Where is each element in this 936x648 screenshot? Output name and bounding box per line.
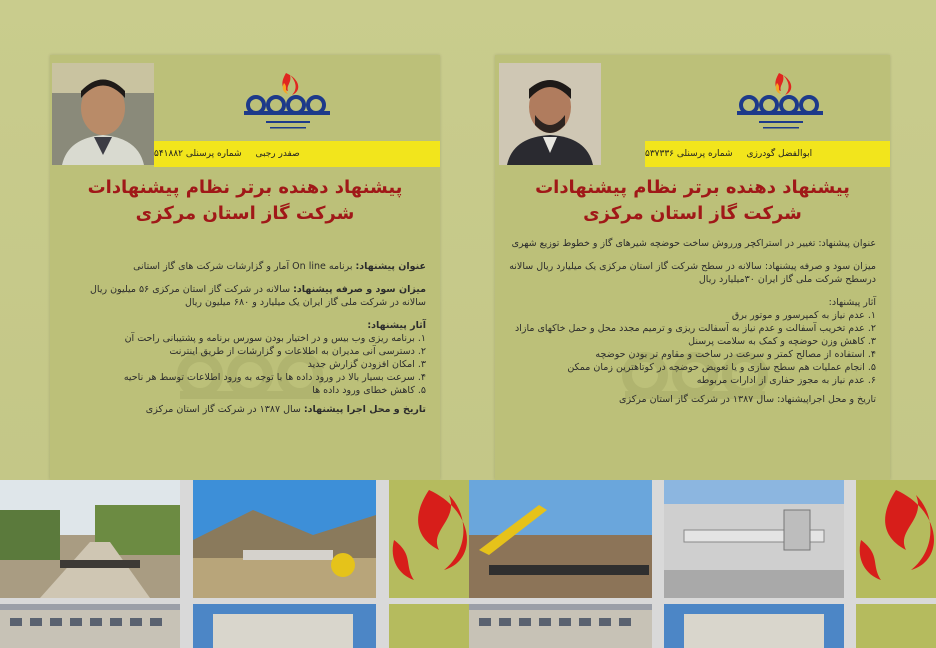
employee-name: صفدر رجبی	[255, 149, 300, 159]
effects-label: آثار پیشنهاد:	[367, 320, 426, 331]
effect-item: ۴. استفاده از مصالح کمتر و سرعت در ساخت و مقاوم تر بودن حوضچه	[595, 349, 876, 360]
logo-tile	[389, 480, 469, 598]
date-text: تاریخ و محل اجراپیشنهاد: سال ۱۳۸۷ در شرکت گاز استان مرکزی	[619, 394, 876, 405]
pipeline-road-photo	[0, 480, 180, 598]
effect-item: ۵. انجام عملیات هم سطح سازی و یا تعویض حوضچه در کوتاهترین زمان ممکن	[567, 362, 876, 373]
personnel-number: شماره پرسنلی ۵۳۷۳۳۶	[645, 149, 733, 159]
building-photo	[193, 604, 376, 648]
logo-tile	[389, 604, 469, 648]
date-text: سال ۱۳۸۷ در شرکت گاز استان مرکزی	[145, 404, 304, 415]
gas-station-photo	[193, 480, 376, 598]
proposal-body	[509, 237, 876, 416]
savings-text: سالانه در شرکت گاز استان مرکزی ۵۶ میلیون ریال سالانه در شرکت ملی گاز ایران یک میلیارد و ۶۸۰ میلیون ریال	[90, 284, 426, 308]
effect-item: ۳. کاهش وزن حوضچه و کمک به سلامت پرسنل	[688, 336, 876, 347]
personnel-number: شماره پرسنلی ۵۴۱۸۸۲	[154, 149, 242, 159]
office-building-photo	[0, 604, 180, 648]
logo-tile	[856, 604, 936, 648]
nigc-logo	[729, 69, 839, 137]
subject-row	[64, 260, 426, 273]
valve-station-photo	[664, 480, 844, 598]
subject-label: عنوان پیشنهاد:	[355, 261, 426, 272]
pipeline-crane-photo	[469, 480, 652, 598]
effect-item: ۲. عدم تخریب آسفالت و عدم نیاز به آسفالت ریزی و ترمیم مجدد محل و حمل خاکهای مازاد	[515, 323, 876, 334]
card-subtitle: شرکت گاز استان مرکزی	[135, 203, 355, 224]
office-building-photo	[469, 604, 652, 648]
card-title: پیشنهاد دهنده برتر نظام پیشنهادات	[87, 177, 403, 198]
effect-item: ۶. عدم نیاز به مجوز حفاری از ادارات مربوطه	[696, 375, 876, 386]
right-card	[495, 55, 890, 480]
nigc-logo	[236, 69, 346, 137]
employee-photo	[499, 63, 601, 165]
proposal-body	[64, 260, 426, 426]
employee-name: ابوالفضل گودرزی	[746, 149, 813, 159]
employee-info-strip	[645, 141, 890, 167]
effects-list	[509, 296, 876, 387]
building-photo	[664, 604, 844, 648]
date-row	[64, 403, 426, 416]
employee-info-strip	[154, 141, 440, 167]
savings-text: میزان سود و صرفه پیشنهاد: سالانه در سطح شرکت گاز استان مرکزی یک میلیارد ریال سالانه درسطح شرکت ملی گاز ایران ۳۰میلیارد ریال	[509, 261, 876, 285]
effect-item: ۴. سرعت بسیار بالا در ورود داده ها با توجه به ورود اطلاعات توسط هر ناحیه	[123, 372, 426, 383]
effect-item: ۱. عدم نیاز به کمپرسور و موتور برق	[731, 310, 876, 321]
effects-list	[64, 319, 426, 397]
effect-item: ۱. برنامه ریزی وب بیس و در اختیار بودن سورس برنامه و پشتیبانی راحت آن	[124, 333, 426, 344]
effect-item: ۳. امکان افزودن گزارش جدید	[307, 359, 426, 370]
subject-text: برنامه On line آمار و گزارشات شرکت های گاز استانی	[133, 261, 356, 272]
effect-item: ۵. کاهش خطای ورود داده ها	[312, 385, 426, 396]
left-card	[50, 55, 440, 480]
effects-label: آثار پیشنهاد:	[828, 297, 876, 308]
employee-photo	[52, 63, 154, 165]
logo-tile	[856, 480, 936, 598]
date-label: تاریخ و محل اجرا پیشنهاد:	[303, 404, 426, 415]
subject-text: عنوان پیشنهاد: تغییر در استراکچر ورروش ساخت حوضچه شیرهای گاز و خطوط توزیع شهری	[511, 238, 876, 249]
card-subtitle: شرکت گاز استان مرکزی	[583, 203, 802, 224]
effect-item: ۲. دسترسی آنی مدیران به اطلاعات و گزارشات از طریق اینترنت	[169, 346, 426, 357]
savings-label: میزان سود و صرفه پیشنهاد:	[293, 284, 426, 295]
card-title: پیشنهاد دهنده برتر نظام پیشنهادات	[535, 177, 850, 198]
savings-row	[64, 283, 426, 309]
